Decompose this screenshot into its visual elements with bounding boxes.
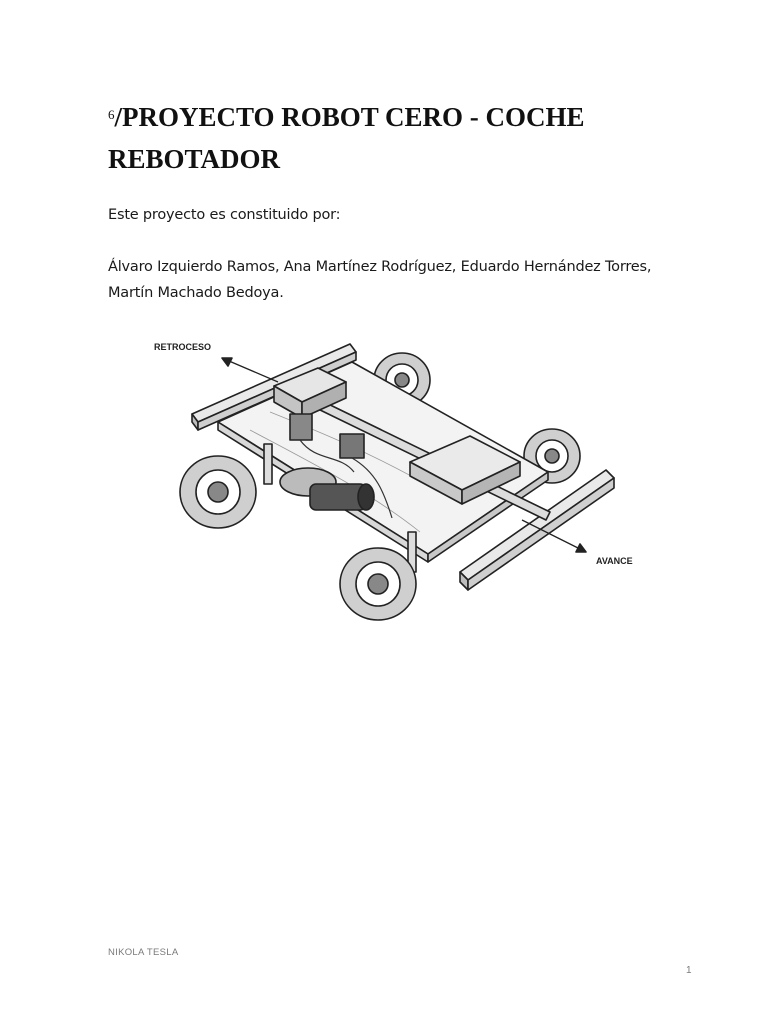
- intro-paragraph: Este proyecto es constituido por:: [108, 207, 341, 223]
- authors-paragraph: [108, 254, 698, 306]
- footer-author: NIKOLA TESLA: [108, 947, 179, 958]
- robot-car-illustration: [140, 322, 660, 638]
- page-number: 1: [686, 965, 692, 976]
- retroceso-arrow: [222, 358, 278, 382]
- title-text: /PROYECTO ROBOT CERO - COCHE REBOTADOR: [108, 102, 585, 174]
- authors-line-2: Martín Machado Bedoya.: [108, 285, 284, 301]
- title-superscript: 6: [108, 107, 115, 122]
- rear-left-wheel: [180, 456, 256, 528]
- authors-line-1: Álvaro Izquierdo Ramos, Ana Martínez Rodríguez, Eduardo Hernández Torres,: [108, 259, 652, 275]
- page-title: [108, 96, 668, 180]
- avance-label: AVANCE: [596, 556, 633, 566]
- retroceso-label: RETROCESO: [154, 342, 212, 352]
- front-left-wheel: [340, 548, 416, 620]
